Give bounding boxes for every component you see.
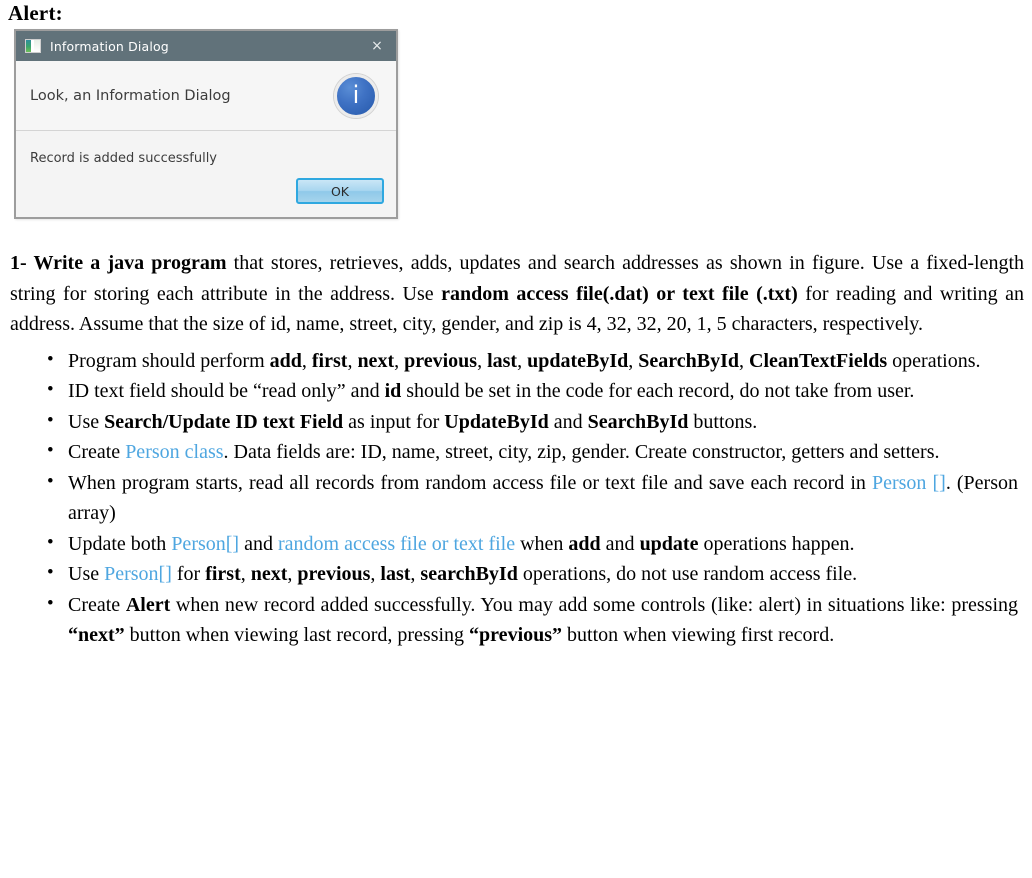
bullet-id-readonly: • ID text field should be “read only” and id should be set in the code for each record, do not take from user. <box>68 376 1018 407</box>
question-text-part2: for reading and writing an address. Assume that the size of id, name, street, city, gender, and zip is 4, 32, 32, 20, 1, 5 characters, respectively. <box>10 282 1024 335</box>
java-app-icon <box>25 39 41 53</box>
bullet-search-update-field: • Use Search/Update ID text Field as input for UpdateById and SearchById buttons. <box>68 407 1018 438</box>
bullet-operations: • Program should perform add, first, next, previous, last, updateById, SearchById, CleanTextFields operations. <box>68 346 1018 377</box>
bullet-update-both: • Update both Person[] and random access file or text file when add and update operations happen. <box>68 529 1018 560</box>
bullet-create-alert: • Create Alert when new record added successfully. You may add some controls (like: alert) in situations like: pressing “next” button when viewing last record, pressing “previous” button when viewing first record. <box>68 590 1018 651</box>
question-text-part1: that stores, retrieves, adds, updates and search addresses as shown in figure. Use a fixed-length string for storing each attribute in the address. Use <box>10 252 1025 305</box>
close-icon[interactable]: × <box>371 38 383 54</box>
dialog-titlebar[interactable] <box>16 31 396 61</box>
dialog-header-pane <box>16 61 396 131</box>
bullet-use-person-array: • Use Person[] for first, next, previous, last, searchById operations, do not use random access file. <box>68 559 1018 590</box>
dialog-header-text: Look, an Information Dialog <box>30 87 231 104</box>
bullet-person-class: • Create Person class. Data fields are: ID, name, street, city, zip, gender. Create constructor, getters and setters. <box>68 437 1018 468</box>
bullet-read-records: • When program starts, read all records from random access file or text file and save each record in Person []. (Person array) <box>68 468 1018 529</box>
ok-button[interactable]: OK <box>296 178 384 204</box>
question-paragraph <box>0 248 1032 340</box>
dialog-title: Information Dialog <box>50 38 169 54</box>
information-icon: i <box>334 74 378 118</box>
dialog-content-pane <box>16 131 396 217</box>
question-bold-file-types: random access file(.dat) or text file (.txt) <box>441 282 798 305</box>
information-dialog-window <box>14 29 398 219</box>
requirements-list <box>0 346 1032 651</box>
document-body <box>0 248 1032 651</box>
dialog-message: Record is added successfully <box>30 151 218 166</box>
question-number-bold: 1- Write a java program <box>10 252 227 274</box>
page-title: Alert: <box>8 1 63 25</box>
